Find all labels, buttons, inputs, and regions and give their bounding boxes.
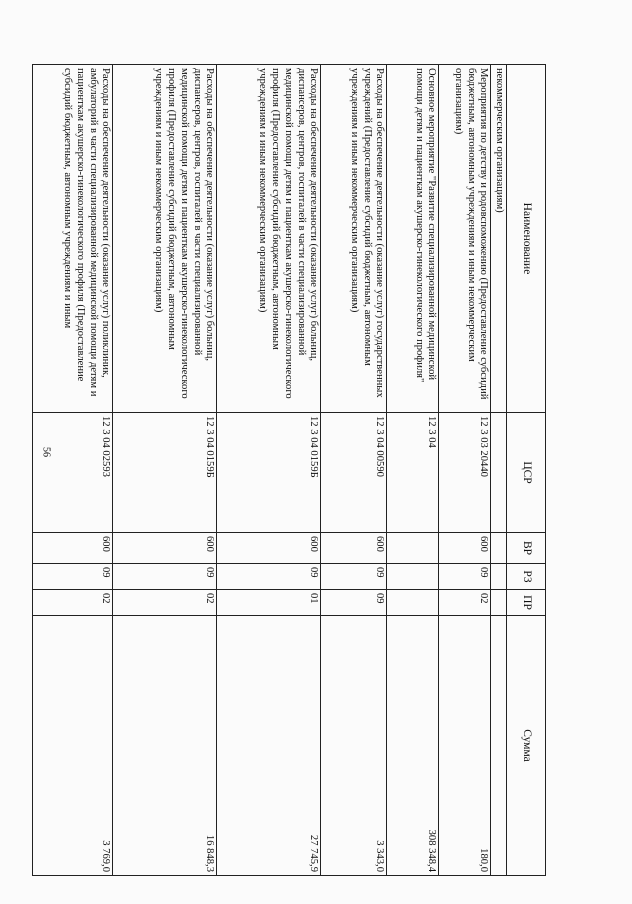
cell-csr: 12 3 04 02593: [33, 413, 113, 533]
cell-vr: 600: [439, 533, 491, 564]
cell-rz: 09: [439, 564, 491, 590]
header-sum: Сумма: [507, 616, 546, 876]
header-pr: ПР: [507, 590, 546, 616]
cell-vr: [491, 533, 507, 564]
header-csr: ЦСР: [507, 413, 546, 533]
cell-rz: [491, 564, 507, 590]
cell-name: Расходы на обеспечение деятельности (оказание услуг) больниц, диспансеров, центров, госпиталей в части специализированной медицинской помощи детям и пациенткам акушерско-гинекологического профиля (Предоставление субсидий бюджетным, автономным учреждениям и иным некоммерческим организациям): [113, 65, 217, 413]
table-row: [217, 65, 321, 876]
table-row: [33, 65, 113, 876]
table-row: [321, 65, 387, 876]
page-number: 56: [40, 447, 52, 457]
cell-csr: 12 3 03 20440: [439, 413, 491, 533]
cell-pr: 01: [217, 590, 321, 616]
cell-rz: [387, 564, 439, 590]
table-row: [387, 65, 439, 876]
cell-name: Расходы на обеспечение деятельности (оказание услуг) больниц, диспансеров, центров, госпиталей в части специализированной медицинской помощи детям и пациенткам акушерско-гинекологического профиля (Предоставление субсидий бюджетным, автономным учреждениям и иным некоммерческим организациям): [217, 65, 321, 413]
cell-csr: [491, 413, 507, 533]
cell-pr: 02: [33, 590, 113, 616]
table-header-row: [507, 65, 546, 876]
cell-sum: 308 348,4: [387, 616, 439, 876]
cell-name: Расходы на обеспечение деятельности (оказание услуг) поликлиник, амбулаторий в части специализированной медицинской помощи детям и пациенткам акушерско-гинекологического профиля (Предоставление субсидий бюджетным, автономным учреждениям и иным: [33, 65, 113, 413]
cell-vr: 600: [217, 533, 321, 564]
cell-pr: 02: [439, 590, 491, 616]
cell-rz: 09: [113, 564, 217, 590]
cell-csr: 12 3 04: [387, 413, 439, 533]
cell-vr: 600: [113, 533, 217, 564]
cell-csr: 12 3 04 00590: [321, 413, 387, 533]
table-row: [491, 65, 507, 876]
cell-pr: 09: [321, 590, 387, 616]
cell-sum: 3 343,0: [321, 616, 387, 876]
cell-sum: 16 848,3: [113, 616, 217, 876]
cell-vr: 600: [321, 533, 387, 564]
budget-table: [32, 64, 546, 876]
header-rz: РЗ: [507, 564, 546, 590]
cell-vr: 600: [33, 533, 113, 564]
cell-pr: [491, 590, 507, 616]
cell-sum: 3 769,0: [33, 616, 113, 876]
cell-sum: 27 745,9: [217, 616, 321, 876]
cell-rz: 09: [217, 564, 321, 590]
cell-rz: 09: [321, 564, 387, 590]
rotated-page-content: [62, 64, 546, 876]
cell-sum: [491, 616, 507, 876]
cell-pr: [387, 590, 439, 616]
cell-rz: 09: [33, 564, 113, 590]
cell-csr: 12 3 04 0159Б: [113, 413, 217, 533]
cell-pr: 02: [113, 590, 217, 616]
header-name: Наименование: [507, 65, 546, 413]
cell-name: Основное мероприятие "Развитие специализированной медицинской помощи детям и пациенткам акушерско-гинекологического профиля": [387, 65, 439, 413]
cell-name: некоммерческим организациям): [491, 65, 507, 413]
header-vr: ВР: [507, 533, 546, 564]
table-row: [113, 65, 217, 876]
cell-name: Мероприятия по детству и родовспоможению (Предоставление субсидий бюджетным, автономным учреждениям и иным некоммерческим организациям): [439, 65, 491, 413]
cell-sum: 180,0: [439, 616, 491, 876]
cell-vr: [387, 533, 439, 564]
cell-csr: 12 3 04 0159Б: [217, 413, 321, 533]
table-row: [439, 65, 491, 876]
cell-name: Расходы на обеспечение деятельности (оказание услуг) государственных учреждений (Предоставление субсидий бюджетным, автономным учреждениям и иным некоммерческим организациям): [321, 65, 387, 413]
